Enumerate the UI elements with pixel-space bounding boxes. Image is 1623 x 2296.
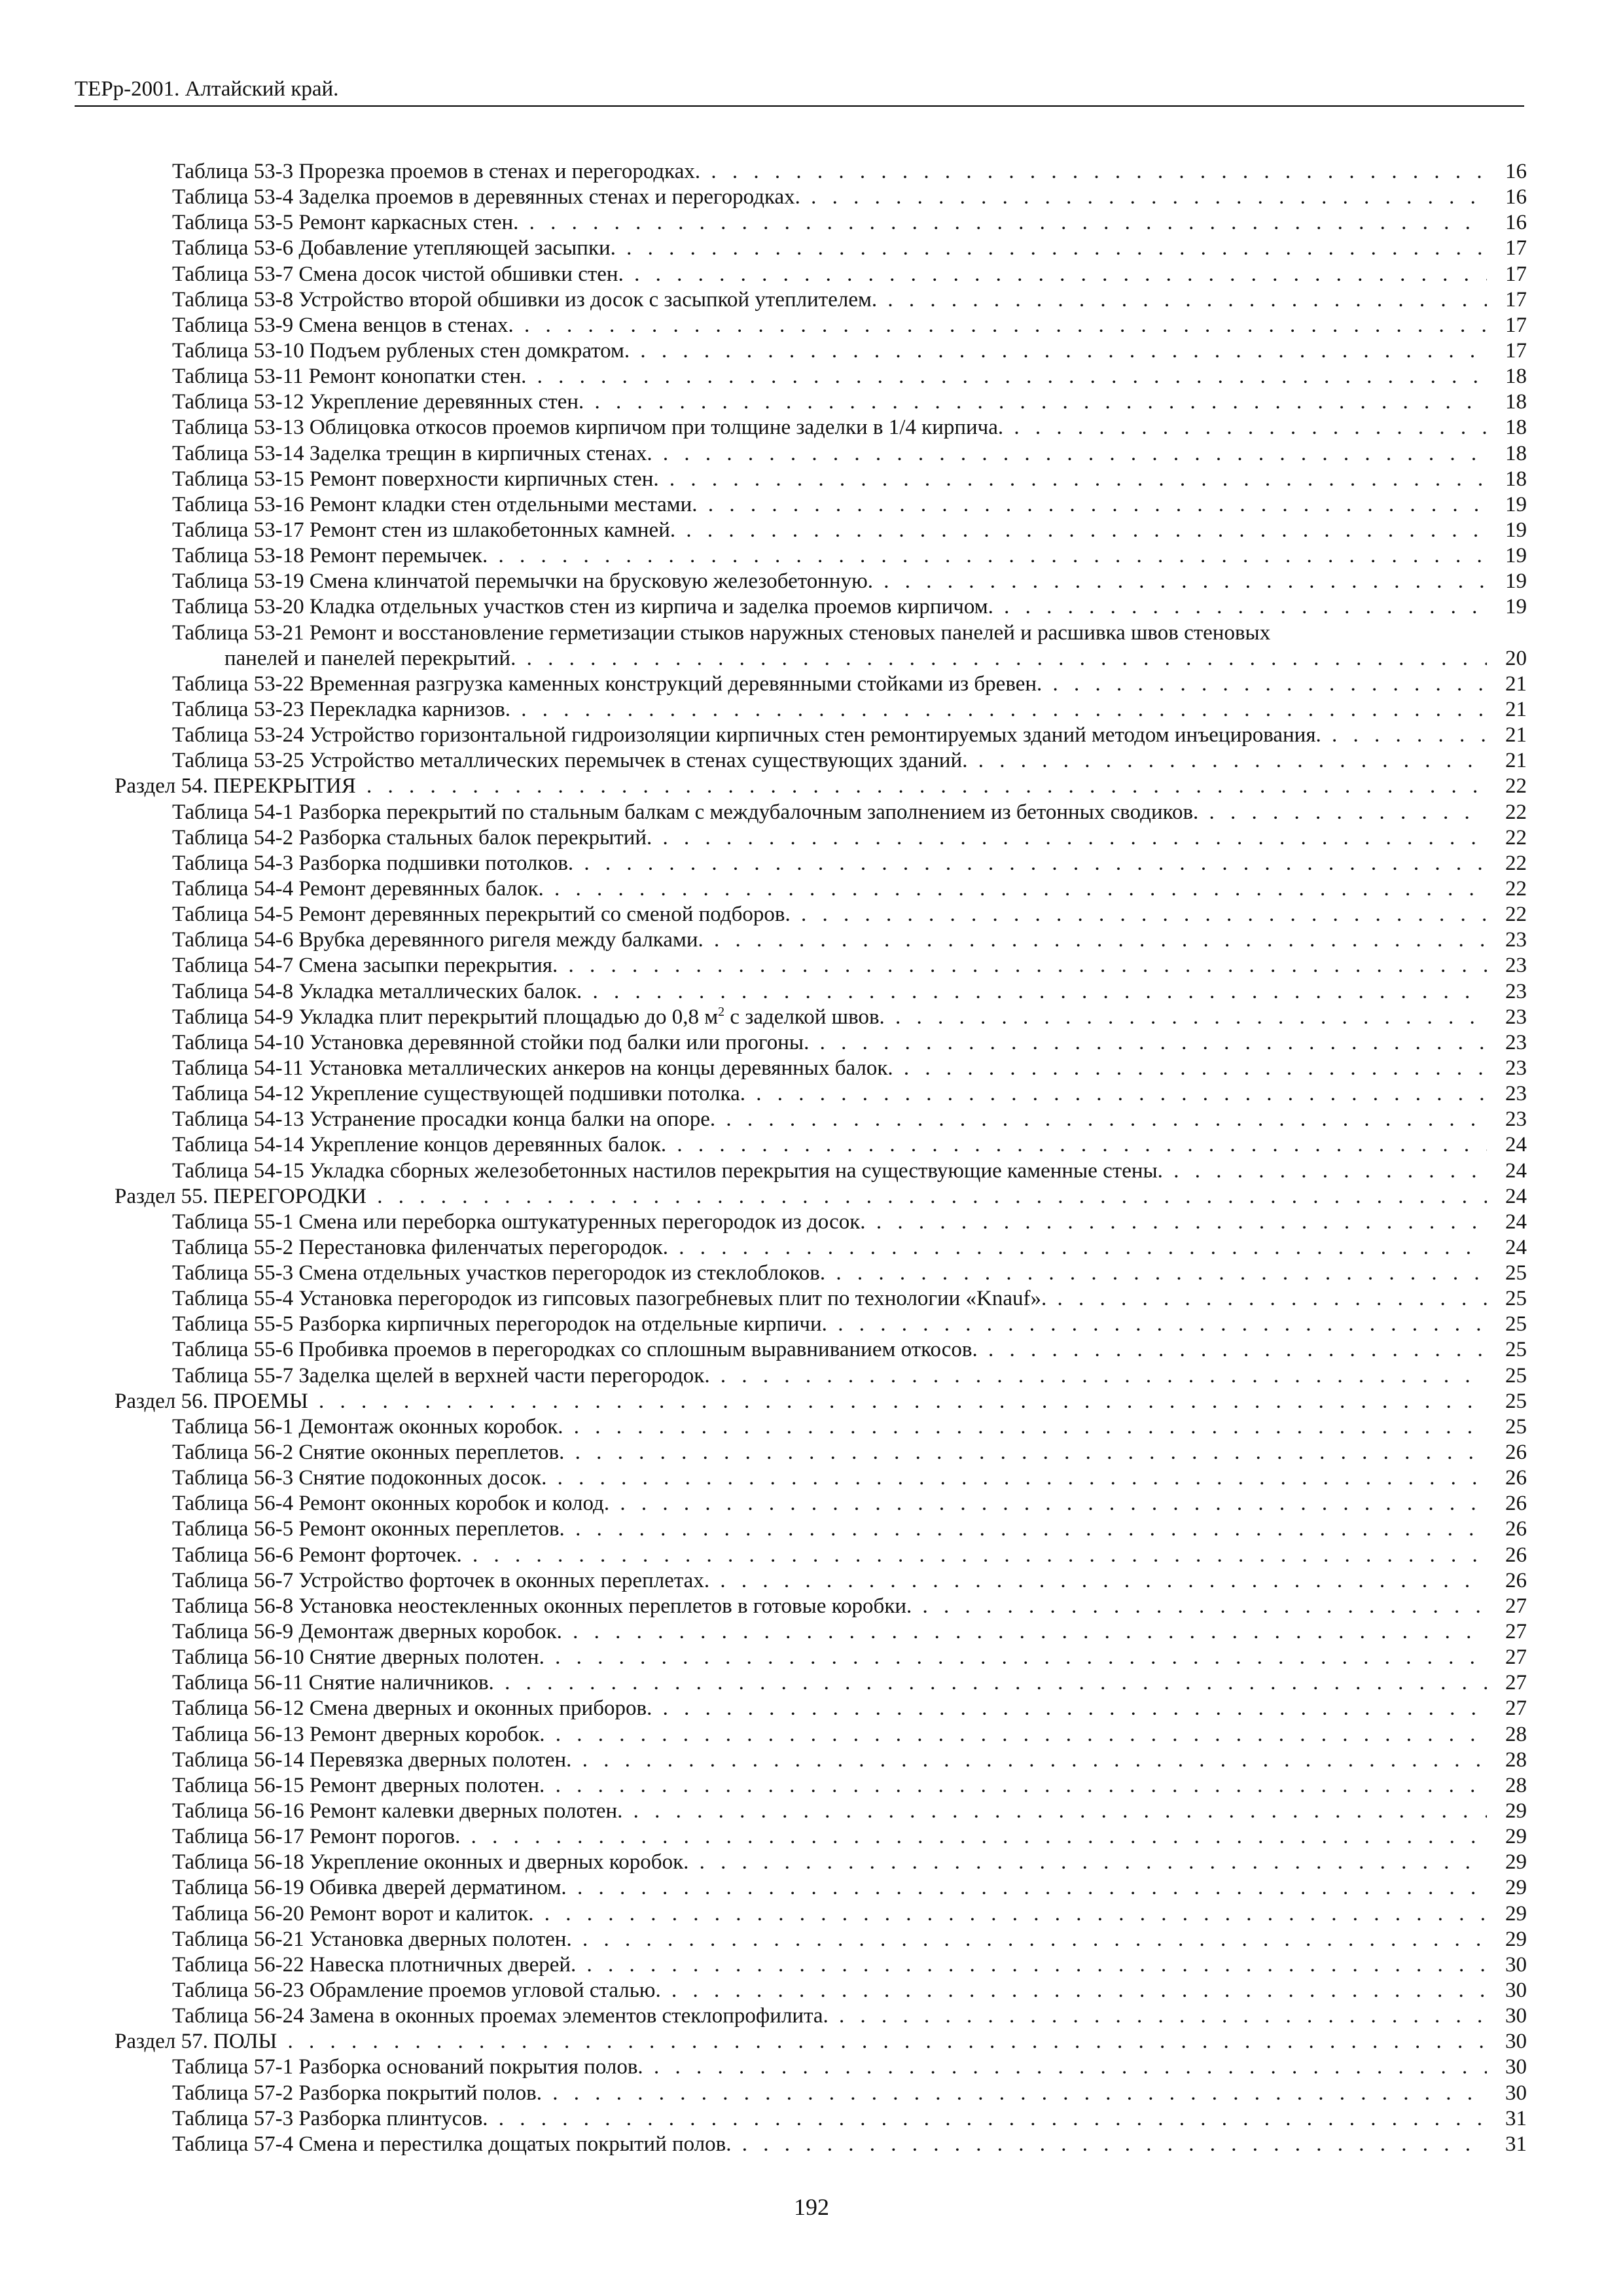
toc-page-number: 22 — [1505, 851, 1527, 875]
toc-page-number: 16 — [1505, 211, 1527, 235]
toc-page-number: 30 — [1505, 1979, 1527, 2002]
toc-page-number: 21 — [1505, 749, 1527, 773]
toc-table-entry — [0, 979, 1623, 1005]
toc-page-number: 23 — [1505, 1082, 1527, 1106]
toc-table-entry — [0, 1337, 1623, 1363]
toc-page-number: 17 — [1505, 313, 1527, 337]
toc-page-number: 23 — [1505, 1056, 1527, 1080]
toc-table-entry — [0, 825, 1623, 851]
toc-table-entry — [0, 159, 1623, 185]
toc-table-entry — [0, 543, 1623, 569]
toc-page-number: 27 — [1505, 1696, 1527, 1721]
toc-entry-title: Таблица 53-7 Смена досок чистой обшивки стен. . . . — [172, 262, 1487, 287]
toc-entry-title: Таблица 53-16 Ремонт кладки стен отдельными местами. . . . — [172, 492, 1487, 518]
toc-entry-title: Раздел 55. ПЕРЕГОРОДКИ . . . — [115, 1184, 1487, 1210]
toc-entry-title: Таблица 56-24 Замена в оконных проемах элементов стеклопрофилита. . . . — [172, 2003, 1487, 2029]
toc-entry-title: Таблица 56-9 Демонтаж дверных коробок. . . . — [172, 1619, 1487, 1645]
toc-page-number: 21 — [1505, 672, 1527, 696]
toc-entry-title: Таблица 53-19 Смена клинчатой перемычки на брусковую железобетонную. . . . — [172, 569, 1487, 594]
toc-table-entry — [0, 415, 1623, 440]
toc-page-number: 25 — [1505, 1338, 1527, 1362]
toc-table-entry — [0, 902, 1623, 927]
toc-entry-title: Таблица 53-18 Ремонт перемычек. . . . — [172, 543, 1487, 569]
toc-table-entry — [0, 1748, 1623, 1773]
toc-table-entry — [0, 1696, 1623, 1721]
superscript: 2 — [718, 1004, 725, 1019]
toc-entry-title: Таблица 57-3 Разборка плинтусов. . . . — [172, 2106, 1487, 2132]
toc-entry-title: Таблица 54-3 Разборка подшивки потолков. . . . — [172, 851, 1487, 876]
toc-entry-title: Таблица 53-23 Перекладка карнизов. . . . — [172, 697, 1487, 723]
toc-page-number: 23 — [1505, 1005, 1527, 1029]
toc-entry-title — [172, 1005, 1487, 1030]
page-number: 192 — [794, 2194, 829, 2220]
toc-entry-title: Таблица 54-10 Установка деревянной стойки под балки или прогоны. . . . — [172, 1030, 1487, 1056]
toc-page-number: 23 — [1505, 979, 1527, 1003]
toc-page-number: 26 — [1505, 1492, 1527, 1516]
toc-entry-title: Таблица 56-1 Демонтаж оконных коробок. . . . — [172, 1414, 1487, 1440]
toc-page-number: 29 — [1505, 1927, 1527, 1951]
toc-entry-title: Таблица 56-5 Ремонт оконных переплетов. . . . — [172, 1516, 1487, 1542]
toc-page-number: 25 — [1505, 1287, 1527, 1311]
toc-entry-title: Таблица 55-5 Разборка кирпичных перегородок на отдельные кирпичи. . . . — [172, 1312, 1487, 1337]
toc-table-entry — [0, 851, 1623, 876]
toc-page-number: 17 — [1505, 287, 1527, 312]
toc-page-number: 26 — [1505, 1568, 1527, 1592]
toc-entry-title: Таблица 53-5 Ремонт каркасных стен. . . . — [172, 210, 1487, 236]
toc-table-entry — [0, 1850, 1623, 1875]
toc-entry-title-continued: панелей и панелей перекрытий. . . . — [224, 646, 1487, 672]
toc-entry-title: Таблица 55-1 Смена или переборка оштукатуренных перегородок из досок. . . . — [172, 1210, 1487, 1235]
toc-entry-title: Таблица 53-25 Устройство металлических перемычек в стенах существующих зданий. . . . — [172, 748, 1487, 774]
toc-page-number: 31 — [1505, 2106, 1527, 2130]
toc-entry-title: Таблица 56-21 Установка дверных полотен. . . . — [172, 1927, 1487, 1952]
toc-table-entry — [0, 1363, 1623, 1389]
toc-page-number: 24 — [1505, 1235, 1527, 1259]
toc-entry-title: Таблица 56-23 Обрамление проемов угловой сталью. . . . — [172, 1978, 1487, 2003]
toc-section-entry — [0, 1389, 1623, 1414]
toc-page-number: 23 — [1505, 1107, 1527, 1132]
toc-entry-title: Таблица 53-24 Устройство горизонтальной гидроизоляции кирпичных стен ремонтируемых зданий методом инъецирования. . . . — [172, 723, 1487, 748]
toc-page-number: 30 — [1505, 2030, 1527, 2054]
toc-page-number: 22 — [1505, 774, 1527, 798]
toc-entry-title: Таблица 53-9 Смена венцов в стенах. . . . — [172, 313, 1487, 338]
toc-entry-title: Таблица 55-3 Смена отдельных участков перегородок из стеклоблоков. . . . — [172, 1261, 1487, 1286]
toc-page-number: 29 — [1505, 1901, 1527, 1926]
toc-entry-title: Таблица 56-20 Ремонт ворот и калиток. . . . — [172, 1901, 1487, 1927]
toc-page-number: 19 — [1505, 544, 1527, 568]
toc-entry-title: Таблица 56-2 Снятие оконных переплетов. . . . — [172, 1440, 1487, 1465]
toc-table-entry — [0, 2081, 1623, 2106]
toc-entry-title: Таблица 55-6 Пробивка проемов в перегородках со сплошным выравниванием откосов. . . . — [172, 1337, 1487, 1363]
toc-entry-title: Таблица 57-1 Разборка оснований покрытия полов. . . . — [172, 2054, 1487, 2080]
toc-page-number: 18 — [1505, 390, 1527, 414]
toc-entry-title: Таблица 54-6 Врубка деревянного ригеля между балками. . . . — [172, 927, 1487, 953]
toc-table-entry — [0, 748, 1623, 774]
toc-entry-title: Таблица 56-8 Установка неостекленных оконных переплетов в готовые коробки. . . . — [172, 1594, 1487, 1619]
toc-table-entry — [0, 1773, 1623, 1799]
toc-page-number: 21 — [1505, 697, 1527, 721]
toc-page-number: 25 — [1505, 1414, 1527, 1439]
toc-page-number: 19 — [1505, 569, 1527, 594]
toc-table-entry — [0, 2003, 1623, 2029]
toc-page-number: 23 — [1505, 928, 1527, 952]
toc-table-entry — [0, 697, 1623, 723]
toc-table-entry — [0, 1568, 1623, 1594]
toc-table-entry — [0, 364, 1623, 389]
toc-entry-title: Таблица 56-14 Перевязка дверных полотен. . . . — [172, 1748, 1487, 1773]
toc-entry-title: Таблица 54-8 Укладка металлических балок. . . . — [172, 979, 1487, 1005]
toc-table-entry — [0, 210, 1623, 236]
toc-table-entry — [0, 953, 1623, 978]
toc-table-entry — [0, 1107, 1623, 1132]
toc-entry-title: Таблица 56-4 Ремонт оконных коробок и колод. . . . — [172, 1491, 1487, 1516]
toc-page-number: 24 — [1505, 1184, 1527, 1208]
toc-table-entry — [0, 723, 1623, 748]
toc-table-entry — [0, 1312, 1623, 1337]
toc-entry-title: Таблица 55-7 Заделка щелей в верхней части перегородок. . . . — [172, 1363, 1487, 1389]
toc-entry-title: Таблица 53-13 Облицовка откосов проемов кирпичом при толщине заделки в 1/4 кирпича. . . . — [172, 415, 1487, 440]
toc-page-number: 23 — [1505, 1030, 1527, 1054]
toc-table-entry — [0, 1414, 1623, 1440]
toc-page-number: 29 — [1505, 1876, 1527, 1900]
toc-page-number: 28 — [1505, 1722, 1527, 1746]
toc-page-number: 16 — [1505, 160, 1527, 183]
toc-entry-title-part: Таблица 54-9 Укладка плит перекрытий площадью до 0,8 м — [172, 1005, 719, 1029]
toc-page-number: 26 — [1505, 1441, 1527, 1465]
toc-table-entry — [0, 1978, 1623, 2003]
toc-entry-title: Таблица 53-17 Ремонт стен из шлакобетонных камней. . . . — [172, 518, 1487, 543]
toc-page-number: 27 — [1505, 1594, 1527, 1618]
toc-table-entry — [0, 287, 1623, 313]
toc-page-number: 24 — [1505, 1158, 1527, 1183]
toc-entry-title: Таблица 53-8 Устройство второй обшивки из досок с засыпкой утеплителем. . . . — [172, 287, 1487, 313]
toc-table-entry — [0, 1005, 1623, 1030]
toc-page-number: 28 — [1505, 1773, 1527, 1797]
toc-table-entry — [0, 441, 1623, 467]
toc-table-entry — [0, 518, 1623, 543]
toc-page-number: 30 — [1505, 1952, 1527, 1977]
toc-entry-title: Таблица 56-7 Устройство форточек в оконных переплетах. . . . — [172, 1568, 1487, 1594]
toc-table-entry — [0, 262, 1623, 287]
toc-table-entry — [0, 594, 1623, 620]
toc-table-entry — [0, 1440, 1623, 1465]
toc-entry-title: Таблица 54-7 Смена засыпки перекрытия. . . . — [172, 953, 1487, 978]
table-of-contents — [0, 159, 1623, 2157]
toc-table-entry — [0, 1875, 1623, 1901]
toc-entry-title: Таблица 56-3 Снятие подоконных досок. . . . — [172, 1465, 1487, 1491]
toc-page-number: 30 — [1505, 2004, 1527, 2028]
toc-entry-title: Таблица 56-15 Ремонт дверных полотен. . . . — [172, 1773, 1487, 1799]
toc-table-entry — [0, 389, 1623, 415]
toc-entry-title: Таблица 54-2 Разборка стальных балок перекрытий. . . . — [172, 825, 1487, 851]
toc-table-entry — [0, 1927, 1623, 1952]
toc-entry-title: Таблица 53-11 Ремонт конопатки стен. . . . — [172, 364, 1487, 389]
toc-entry-title: Таблица 56-6 Ремонт форточек. . . . — [172, 1543, 1487, 1568]
toc-table-entry — [0, 1824, 1623, 1850]
running-header: ТЕРр-2001. Алтайский край. — [75, 77, 339, 101]
toc-page-number: 25 — [1505, 1363, 1527, 1388]
toc-entry-title: Раздел 54. ПЕРЕКРЫТИЯ . . . — [115, 774, 1487, 799]
toc-page-number: 17 — [1505, 338, 1527, 363]
toc-page-number: 26 — [1505, 1466, 1527, 1490]
toc-page-number: 19 — [1505, 492, 1527, 516]
toc-entry-title: Таблица 54-1 Разборка перекрытий по стальным балкам с междубалочным заполнением из бетонных сводиков. . . . — [172, 800, 1487, 825]
toc-entry-title: Таблица 53-21 Ремонт и восстановление герметизации стыков наружных стеновых панелей и расшивка швов стеновых — [172, 620, 1271, 645]
toc-page-number: 21 — [1505, 723, 1527, 747]
toc-page-number: 25 — [1505, 1389, 1527, 1413]
toc-entry-title: Раздел 56. ПРОЕМЫ . . . — [115, 1389, 1487, 1414]
toc-entry-title: Таблица 54-11 Установка металлических анкеров на концы деревянных балок. . . . — [172, 1056, 1487, 1081]
toc-page-number: 26 — [1505, 1543, 1527, 1567]
toc-page-number: 22 — [1505, 876, 1527, 901]
toc-page-number: 25 — [1505, 1261, 1527, 1285]
toc-page-number: 25 — [1505, 1312, 1527, 1336]
toc-entry-title: Таблица 53-10 Подъем рубленых стен домкратом. . . . — [172, 338, 1487, 364]
toc-page-number: 29 — [1505, 1825, 1527, 1849]
toc-entry-title: Таблица 57-2 Разборка покрытий полов. . . . — [172, 2081, 1487, 2106]
toc-section-entry — [0, 774, 1623, 799]
toc-entry-title: Таблица 56-18 Укрепление оконных и дверных коробок. . . . — [172, 1850, 1487, 1875]
toc-table-entry — [0, 467, 1623, 492]
toc-table-entry — [0, 1465, 1623, 1491]
toc-page-number: 19 — [1505, 595, 1527, 619]
toc-table-entry — [0, 1132, 1623, 1158]
toc-entry-title: Таблица 56-13 Ремонт дверных коробок. . . . — [172, 1722, 1487, 1748]
toc-entry-title: Таблица 56-16 Ремонт калевки дверных полотен. . . . — [172, 1799, 1487, 1824]
toc-entry-title: Таблица 54-4 Ремонт деревянных балок. . . . — [172, 876, 1487, 902]
toc-page-number: 28 — [1505, 1748, 1527, 1772]
toc-entry-title: Раздел 57. ПОЛЫ . . . — [115, 2029, 1487, 2054]
toc-section-entry — [0, 2029, 1623, 2054]
toc-page-number: 26 — [1505, 1517, 1527, 1541]
toc-table-entry — [0, 620, 1623, 672]
toc-table-entry — [0, 492, 1623, 518]
toc-table-entry — [0, 927, 1623, 953]
toc-table-entry — [0, 338, 1623, 364]
toc-entry-title: Таблица 57-4 Смена и перестилка дощатых покрытий полов. . . . — [172, 2132, 1487, 2157]
toc-page-number: 22 — [1505, 903, 1527, 927]
toc-entry-title: Таблица 54-14 Укрепление концов деревянных балок. . . . — [172, 1132, 1487, 1158]
toc-table-entry — [0, 1210, 1623, 1235]
toc-entry-title-part: с заделкой швов. — [724, 1005, 885, 1029]
toc-entry-title: Таблица 56-22 Навеска плотничных дверей. . . . — [172, 1952, 1487, 1978]
toc-entry-title: Таблица 54-5 Ремонт деревянных перекрытий со сменой подборов. . . . — [172, 902, 1487, 927]
toc-section-entry — [0, 1184, 1623, 1210]
toc-page-number: 22 — [1505, 800, 1527, 824]
toc-page-number: 23 — [1505, 954, 1527, 978]
toc-table-entry — [0, 185, 1623, 210]
toc-table-entry — [0, 1722, 1623, 1748]
toc-table-entry — [0, 672, 1623, 697]
toc-page-number: 18 — [1505, 416, 1527, 440]
toc-table-entry — [0, 1594, 1623, 1619]
toc-entry-title: Таблица 53-4 Заделка проемов в деревянных стенах и перегородках. . . . — [172, 185, 1487, 210]
toc-table-entry — [0, 876, 1623, 902]
toc-table-entry — [0, 1619, 1623, 1645]
toc-page-number: 19 — [1505, 518, 1527, 542]
toc-entry-title: Таблица 54-15 Укладка сборных железобетонных настилов перекрытия на существующие каменные стены. . . . — [172, 1158, 1487, 1184]
toc-table-entry — [0, 1158, 1623, 1184]
toc-table-entry — [0, 1670, 1623, 1696]
toc-entry-title: Таблица 53-6 Добавление утепляющей засыпки. . . . — [172, 236, 1487, 261]
toc-table-entry — [0, 1491, 1623, 1516]
toc-page-number: 30 — [1505, 2055, 1527, 2079]
toc-entry-title: Таблица 55-4 Установка перегородок из гипсовых пазогребневых плит по технологии «Knauf». . . . — [172, 1286, 1487, 1312]
toc-page-number: 24 — [1505, 1133, 1527, 1157]
toc-table-entry — [0, 2054, 1623, 2080]
toc-entry-title: Таблица 53-20 Кладка отдельных участков стен из кирпича и заделка проемов кирпичом. . . . — [172, 594, 1487, 620]
toc-page-number: 27 — [1505, 1671, 1527, 1695]
toc-page-number: 24 — [1505, 1210, 1527, 1234]
toc-table-entry — [0, 2132, 1623, 2157]
toc-table-entry — [0, 569, 1623, 594]
toc-page-number: 22 — [1505, 825, 1527, 850]
toc-table-entry — [0, 2106, 1623, 2132]
toc-table-entry — [0, 1543, 1623, 1568]
toc-entry-title: Таблица 56-19 Обивка дверей дерматином. . . . — [172, 1875, 1487, 1901]
toc-table-entry — [0, 1235, 1623, 1261]
toc-page-number: 20 — [1505, 646, 1527, 670]
toc-table-entry — [0, 1261, 1623, 1286]
toc-page-number: 16 — [1505, 185, 1527, 209]
header-rule — [75, 105, 1524, 107]
toc-entry-title: Таблица 53-22 Временная разгрузка каменных конструкций деревянными стойками из бревен. . . . — [172, 672, 1487, 697]
toc-page-number: 29 — [1505, 1799, 1527, 1823]
toc-entry-title: Таблица 56-17 Ремонт порогов. . . . — [172, 1824, 1487, 1850]
toc-table-entry — [0, 1901, 1623, 1927]
toc-table-entry — [0, 313, 1623, 338]
toc-table-entry — [0, 1286, 1623, 1312]
toc-entry-title: Таблица 53-15 Ремонт поверхности кирпичных стен. . . . — [172, 467, 1487, 492]
toc-page-number: 18 — [1505, 365, 1527, 389]
toc-table-entry — [0, 1056, 1623, 1081]
toc-table-entry — [0, 1645, 1623, 1670]
toc-table-entry — [0, 1081, 1623, 1107]
toc-table-entry — [0, 800, 1623, 825]
toc-entry-title: Таблица 53-14 Заделка трещин в кирпичных стенах. . . . — [172, 441, 1487, 467]
toc-page-number: 18 — [1505, 467, 1527, 491]
toc-entry-title: Таблица 56-10 Снятие дверных полотен. . . . — [172, 1645, 1487, 1670]
toc-entry-title: Таблица 54-12 Укрепление существующей подшивки потолка. . . . — [172, 1081, 1487, 1107]
toc-entry-title: Таблица 54-13 Устранение просадки конца балки на опоре. . . . — [172, 1107, 1487, 1132]
toc-entry-title: Таблица 56-11 Снятие наличников. . . . — [172, 1670, 1487, 1696]
toc-entry-title: Таблица 53-3 Прорезка проемов в стенах и перегородках. . . . — [172, 159, 1487, 185]
toc-entry-title: Таблица 56-12 Смена дверных и оконных приборов. . . . — [172, 1696, 1487, 1721]
toc-table-entry — [0, 1952, 1623, 1978]
toc-table-entry — [0, 1030, 1623, 1056]
toc-page-number: 17 — [1505, 262, 1527, 286]
toc-page-number: 27 — [1505, 1645, 1527, 1670]
toc-page-number: 30 — [1505, 2081, 1527, 2105]
toc-page-number: 18 — [1505, 441, 1527, 465]
toc-entry-title: Таблица 53-12 Укрепление деревянных стен. . . . — [172, 389, 1487, 415]
toc-page-number: 31 — [1505, 2132, 1527, 2156]
toc-table-entry — [0, 1516, 1623, 1542]
toc-page-number: 27 — [1505, 1620, 1527, 1644]
toc-entry-title: Таблица 55-2 Перестановка филенчатых перегородок. . . . — [172, 1235, 1487, 1261]
toc-table-entry — [0, 236, 1623, 261]
toc-page-number: 29 — [1505, 1850, 1527, 1874]
toc-table-entry — [0, 1799, 1623, 1824]
toc-page-number: 17 — [1505, 236, 1527, 260]
